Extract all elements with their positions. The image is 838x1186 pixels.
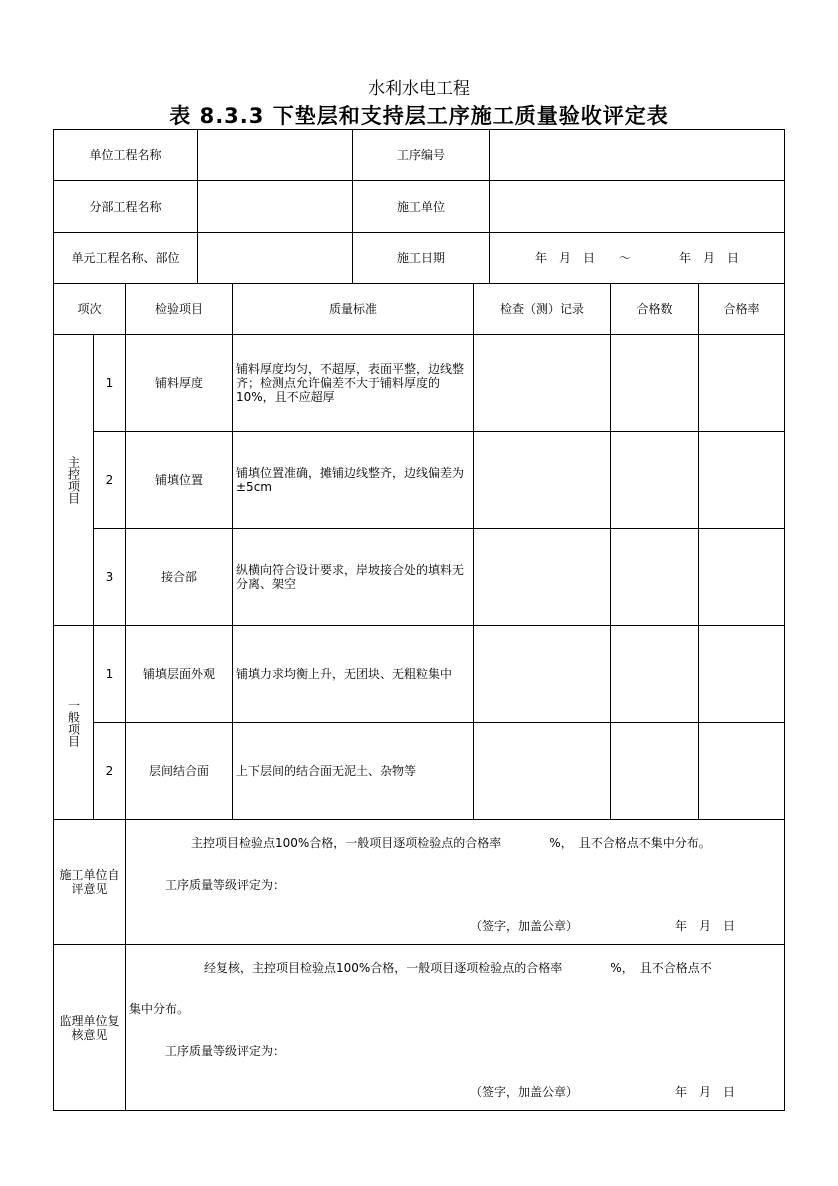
supervisor-line1b: 集中分布。	[129, 1002, 190, 1016]
row-no: 3	[93, 528, 126, 626]
row-pass-rate[interactable]	[698, 722, 785, 820]
row-standard: 上下层间的结合面无泥土、杂物等	[232, 722, 474, 820]
row-record[interactable]	[473, 431, 611, 529]
row-item: 铺填位置	[125, 431, 233, 529]
label-contractor: 施工单位	[352, 180, 490, 233]
row-standard: 铺料厚度均匀，不超厚，表面平整，边线整齐；检测点允许偏差不大于铺料厚度的10%，且不应超厚	[232, 334, 474, 432]
supervisor-line2: 工序质量等级评定为：	[165, 1044, 286, 1058]
self-eval-sign: （签字，加盖公章）	[470, 919, 579, 933]
col-header-pass-rate: 合格率	[698, 283, 785, 335]
label-element-project: 单元工程名称、部位	[53, 232, 198, 284]
row-pass-count[interactable]	[610, 334, 699, 432]
date-field[interactable]: 年 月 日 ～ 年 月 日	[489, 232, 785, 284]
row-record[interactable]	[473, 625, 611, 723]
group-general-label: 一般项目	[66, 698, 81, 747]
row-item: 铺料厚度	[125, 334, 233, 432]
col-header-no: 项次	[53, 283, 126, 335]
row-standard: 铺填力求均衡上升，无团块、无粗粒集中	[232, 625, 474, 723]
row-pass-count[interactable]	[610, 625, 699, 723]
supervisor-line1: 经复核，主控项目检验点100%合格，一般项目逐项检验点的合格率 %， 且不合格点不	[204, 961, 712, 975]
row-item: 铺填层面外观	[125, 625, 233, 723]
group-general	[53, 625, 94, 820]
page-title: 表 8.3.3 下垫层和支持层工序施工质量验收评定表	[169, 104, 669, 128]
col-header-pass-count: 合格数	[610, 283, 699, 335]
self-eval-line1: 主控项目检验点100%合格，一般项目逐项检验点的合格率 %， 且不合格点不集中分布。	[191, 836, 711, 850]
contractor-field[interactable]	[489, 180, 785, 233]
label-process-no: 工序编号	[352, 129, 490, 181]
supervisor-sign: （签字，加盖公章）	[470, 1085, 579, 1099]
self-eval-line2: 工序质量等级评定为：	[165, 878, 286, 892]
row-pass-count[interactable]	[610, 528, 699, 626]
self-eval-date: 年 月 日	[675, 919, 736, 933]
row-pass-rate[interactable]	[698, 334, 785, 432]
col-header-standard: 质量标准	[232, 283, 474, 335]
row-pass-count[interactable]	[610, 722, 699, 820]
supervisor-date: 年 月 日	[675, 1085, 736, 1099]
row-no: 1	[93, 625, 126, 723]
unit-project-field[interactable]	[197, 129, 353, 181]
division-project-field[interactable]	[197, 180, 353, 233]
row-pass-rate[interactable]	[698, 625, 785, 723]
label-date: 施工日期	[352, 232, 490, 284]
row-record[interactable]	[473, 722, 611, 820]
self-eval-label: 施工单位自评意见	[53, 819, 126, 945]
row-item: 层间结合面	[125, 722, 233, 820]
label-unit-project: 单位工程名称	[53, 129, 198, 181]
subtitle: 水利水电工程	[368, 79, 470, 99]
supervisor-label: 监理单位复核意见	[53, 944, 126, 1111]
row-pass-rate[interactable]	[698, 528, 785, 626]
row-no: 2	[93, 431, 126, 529]
row-standard: 铺填位置准确，摊铺边线整齐，边线偏差为±5cm	[232, 431, 474, 529]
row-no: 1	[93, 334, 126, 432]
col-header-item: 检验项目	[125, 283, 233, 335]
row-item: 接合部	[125, 528, 233, 626]
col-header-record: 检查（测）记录	[473, 283, 611, 335]
row-standard: 纵横向符合设计要求，岸坡接合处的填料无分离、架空	[232, 528, 474, 626]
label-division-project: 分部工程名称	[53, 180, 198, 233]
group-main	[53, 334, 94, 626]
row-pass-rate[interactable]	[698, 431, 785, 529]
row-record[interactable]	[473, 528, 611, 626]
group-main-label: 主控项目	[66, 456, 81, 504]
process-no-field[interactable]	[489, 129, 785, 181]
row-pass-count[interactable]	[610, 431, 699, 529]
element-project-field[interactable]	[197, 232, 353, 284]
row-record[interactable]	[473, 334, 611, 432]
row-no: 2	[93, 722, 126, 820]
